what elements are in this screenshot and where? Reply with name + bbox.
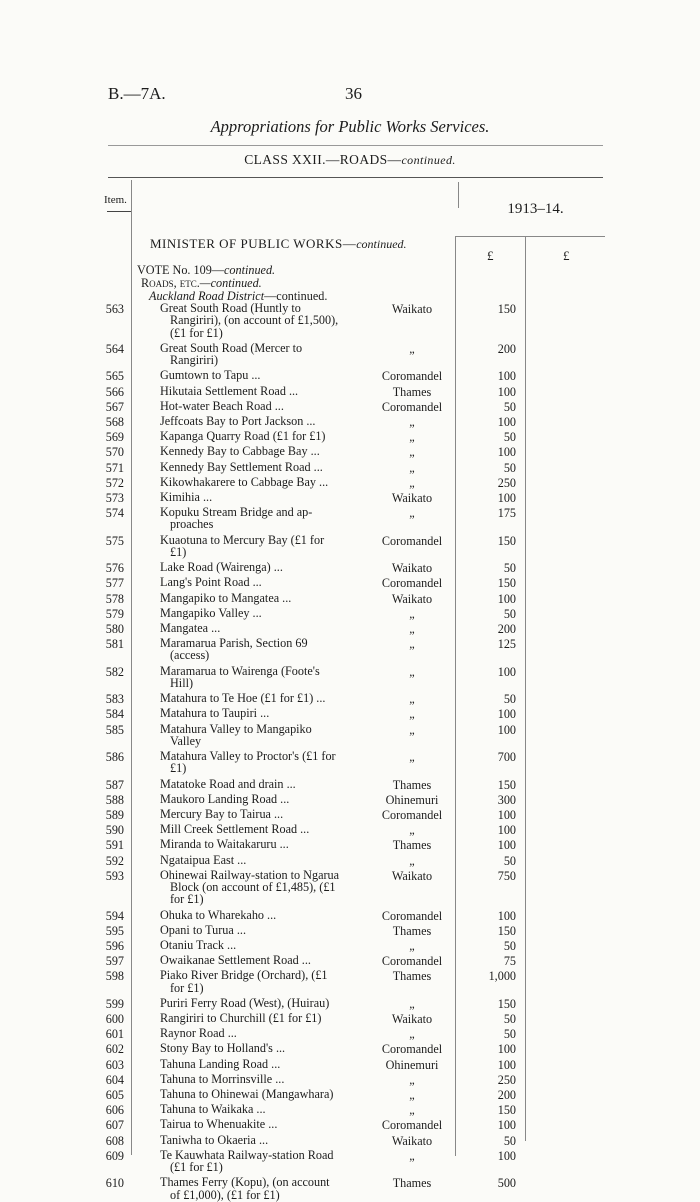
- item-number: 605: [105, 1088, 124, 1102]
- minister-heading: MINISTER OF PUBLIC WORKS—continued.: [150, 236, 407, 251]
- item-description-line: Tairua to Whenuakite ...: [160, 1117, 278, 1132]
- item-description: [160, 924, 368, 936]
- item-district: Coromandel: [381, 954, 443, 969]
- item-column-header: Item.: [104, 194, 127, 206]
- item-description: [160, 778, 368, 790]
- item-number: 600: [105, 1012, 124, 1026]
- item-number: 564: [105, 341, 124, 356]
- item-description: [160, 369, 368, 381]
- item-number: 574: [105, 506, 124, 521]
- item-amount: 100: [497, 1148, 516, 1163]
- item-number: 610: [105, 1176, 124, 1191]
- item-description-line: proaches: [170, 517, 214, 532]
- item-district: „: [409, 445, 415, 460]
- item-number: 594: [105, 908, 124, 923]
- item-description-line: (£1 for £1): [170, 325, 223, 340]
- item-description: [160, 869, 368, 906]
- item-amount: 150: [497, 302, 516, 316]
- vote-heading: VOTE No. 109—continued.: [137, 263, 276, 277]
- class-title: CLASS XXII.—ROADS—continued.: [244, 152, 456, 167]
- item-amount: 300: [497, 792, 516, 807]
- column-rule-year: [458, 182, 459, 208]
- item-number: 578: [105, 591, 124, 606]
- item-description-line: Valley: [170, 733, 202, 748]
- item-district: „: [409, 621, 415, 636]
- item-number: 580: [105, 621, 124, 636]
- item-district: „: [409, 664, 415, 679]
- item-description: [160, 1103, 368, 1115]
- item-district: „: [409, 722, 415, 737]
- item-description: [160, 506, 368, 531]
- item-district: „: [409, 1148, 415, 1163]
- item-amount: 100: [497, 490, 516, 505]
- item-district: Waikato: [391, 1133, 433, 1148]
- item-amount: 100: [497, 722, 516, 737]
- item-description-line: Tahuna to Morrinsville ...: [160, 1071, 285, 1086]
- item-description-line: Te Kauwhata Railway-station Road: [160, 1147, 334, 1162]
- item-amount: 100: [497, 1057, 516, 1072]
- item-description-line: Thames Ferry (Kopu), (on account: [160, 1175, 330, 1190]
- item-number: 602: [105, 1042, 124, 1057]
- item-district: Coromandel: [381, 807, 443, 822]
- item-number: 584: [105, 707, 124, 722]
- item-district: Coromandel: [381, 399, 443, 414]
- item-number: 598: [105, 969, 124, 984]
- item-description-line: Opani to Turua ...: [160, 922, 246, 937]
- item-number: 582: [105, 664, 124, 679]
- item-description-line: Owaikanae Settlement Road ...: [160, 953, 311, 968]
- item-description-line: Rangiriri): [170, 353, 219, 368]
- item-description-line: Kennedy Bay to Cabbage Bay ...: [160, 444, 320, 459]
- item-number: 599: [105, 996, 124, 1011]
- item-description: [160, 997, 368, 1009]
- item-number: 587: [105, 777, 124, 792]
- item-amount: 500: [497, 1176, 516, 1191]
- item-description: [160, 750, 368, 775]
- item-district: Waikato: [391, 1012, 433, 1026]
- item-description-line: Rangiriri to Churchill (£1 for £1): [160, 1011, 322, 1025]
- item-description-line: Ohuka to Wharekaho ...: [160, 907, 277, 922]
- item-amount: 100: [497, 369, 516, 384]
- header-rule: [108, 145, 603, 146]
- year-column-header: 1913–14.: [507, 201, 564, 217]
- item-description: [160, 607, 368, 619]
- item-amount: 50: [503, 460, 516, 475]
- item-amount: 100: [497, 445, 516, 460]
- item-number: 571: [105, 460, 124, 475]
- item-number: 596: [105, 938, 124, 953]
- item-description-line: Puriri Ferry Road (West), (Huirau): [160, 995, 330, 1010]
- item-district: Coromandel: [381, 533, 443, 548]
- item-amount: 100: [497, 707, 516, 722]
- item-district: Thames: [392, 838, 432, 853]
- item-description: [160, 576, 368, 588]
- item-number: 588: [105, 792, 124, 807]
- item-amount: 100: [497, 908, 516, 923]
- item-description: [160, 954, 368, 966]
- item-district: „: [409, 414, 415, 429]
- item-district: „: [409, 506, 415, 521]
- item-district: „: [409, 1072, 415, 1087]
- item-district: „: [409, 637, 415, 652]
- item-description-line: Gumtown to Tapu ...: [160, 368, 261, 383]
- item-amount: 50: [503, 399, 516, 414]
- item-number: 606: [105, 1103, 124, 1118]
- item-description: [160, 665, 368, 690]
- item-district: Thames: [392, 777, 432, 792]
- item-description-line: Miranda to Waitakaruru ...: [160, 837, 289, 852]
- item-description-line: Matatoke Road and drain ...: [160, 776, 296, 791]
- item-description-line: Matahura Valley to Mangapiko: [160, 721, 312, 736]
- item-description: [160, 939, 368, 951]
- item-number: 566: [105, 384, 124, 399]
- item-description-line: for £1): [170, 892, 204, 907]
- item-description-line: Maukoro Landing Road ...: [160, 791, 290, 806]
- district-heading: Auckland Road District—continued.: [149, 289, 328, 303]
- currency-label-1: £: [487, 248, 494, 263]
- item-number: 570: [105, 445, 124, 460]
- item-description: [160, 969, 368, 994]
- item-description-line: Tahuna to Waikaka ...: [160, 1102, 266, 1117]
- item-district: Coromandel: [381, 576, 443, 591]
- item-number: 585: [105, 722, 124, 737]
- item-number: 590: [105, 823, 124, 838]
- item-amount: 250: [497, 1072, 516, 1087]
- item-number: 589: [105, 807, 124, 822]
- item-amount: 100: [497, 664, 516, 679]
- item-number: 591: [105, 838, 124, 853]
- item-district: „: [409, 692, 415, 707]
- item-district: Waikato: [391, 302, 433, 316]
- item-description: [160, 823, 368, 835]
- item-description: [160, 622, 368, 634]
- item-district: „: [409, 430, 415, 445]
- item-description-line: Stony Bay to Holland's ...: [160, 1041, 286, 1056]
- item-amount: 100: [497, 823, 516, 838]
- item-description: [160, 707, 368, 719]
- item-district: Waikato: [391, 561, 433, 576]
- item-number: 592: [105, 853, 124, 868]
- item-description: [160, 1088, 368, 1100]
- item-district: Thames: [392, 923, 432, 938]
- item-number: 603: [105, 1057, 124, 1072]
- item-description: [160, 430, 368, 442]
- item-description: [160, 1134, 368, 1146]
- item-district: „: [409, 606, 415, 621]
- item-description-line: Kapanga Quarry Road (£1 for £1): [160, 429, 326, 444]
- item-description: [160, 534, 368, 559]
- item-description-line: Taniwha to Okaeria ...: [160, 1132, 269, 1147]
- item-amount: 150: [497, 923, 516, 938]
- item-district: Thames: [392, 384, 432, 399]
- item-district: „: [409, 823, 415, 838]
- item-description-line: Raynor Road ...: [160, 1026, 237, 1041]
- item-description-line: Mill Creek Settlement Road ...: [160, 822, 310, 837]
- item-amount: 100: [497, 591, 516, 606]
- item-amount: 50: [503, 1027, 516, 1042]
- item-description-line: Kopuku Stream Bridge and ap-: [160, 505, 313, 520]
- table-top-rule: [108, 177, 603, 178]
- item-description: [160, 692, 368, 704]
- item-description: [160, 476, 368, 488]
- item-description: [160, 808, 368, 820]
- item-description: [160, 1073, 368, 1085]
- item-district: Ohinemuri: [385, 792, 439, 807]
- item-description: [160, 838, 368, 850]
- item-description-line: Matahura to Te Hoe (£1 for £1) ...: [160, 691, 326, 706]
- item-description-line: (£1 for £1): [170, 1160, 223, 1175]
- column-rule-amount: [525, 236, 526, 1141]
- item-description: [160, 1058, 368, 1070]
- item-description: [160, 1118, 368, 1130]
- item-description-line: Maramarua to Wairenga (Foote's: [160, 663, 320, 678]
- item-amount: 150: [497, 533, 516, 548]
- item-district: „: [409, 1088, 415, 1102]
- item-amount: 50: [503, 430, 516, 445]
- item-description-line: Ngataipua East ...: [160, 852, 247, 867]
- item-district: „: [409, 996, 415, 1011]
- item-description: [160, 445, 368, 457]
- item-number: 573: [105, 490, 124, 505]
- item-number: 601: [105, 1027, 124, 1042]
- item-description: [160, 637, 368, 662]
- item-description-line: (access): [170, 648, 210, 663]
- item-district: Thames: [392, 1176, 432, 1191]
- item-description-line: Mercury Bay to Tairua ...: [160, 806, 284, 821]
- item-description: [160, 342, 368, 367]
- item-amount: 50: [503, 606, 516, 621]
- currency-label-2: £: [563, 248, 570, 263]
- item-amount: 100: [497, 807, 516, 822]
- item-description-line: Otaniu Track ...: [160, 937, 237, 952]
- item-description-line: Mangapiko Valley ...: [160, 605, 262, 620]
- item-district: Coromandel: [381, 1118, 443, 1133]
- item-amount: 50: [503, 1012, 516, 1026]
- item-description-line: £1): [170, 761, 187, 776]
- item-description-line: Great South Road (Mercer to: [160, 340, 303, 355]
- item-number: 583: [105, 692, 124, 707]
- page-title: Appropriations for Public Works Services.: [210, 117, 490, 136]
- item-amount: 200: [497, 621, 516, 636]
- item-number: 577: [105, 576, 124, 591]
- item-description-line: £1): [170, 544, 187, 559]
- page-number: 36: [345, 84, 362, 103]
- item-description: [160, 461, 368, 473]
- item-amount: 125: [497, 637, 516, 652]
- item-number: 567: [105, 399, 124, 414]
- item-description-line: Matahura Valley to Proctor's (£1 for: [160, 749, 336, 763]
- item-number: 565: [105, 369, 124, 384]
- item-number: 604: [105, 1072, 124, 1087]
- item-number: 595: [105, 923, 124, 938]
- item-description: [160, 723, 368, 748]
- item-amount: 100: [497, 838, 516, 853]
- item-district: „: [409, 1103, 415, 1118]
- item-amount: 150: [497, 1103, 516, 1118]
- item-amount: 100: [497, 414, 516, 429]
- item-number: 609: [105, 1148, 124, 1163]
- item-description-line: Hikutaia Settlement Road ...: [160, 383, 299, 398]
- item-amount: 50: [503, 561, 516, 576]
- item-description-line: Lang's Point Road ...: [160, 575, 262, 590]
- item-description-line: Block (on account of £1,485), (£1: [170, 879, 336, 894]
- item-description-line: of £1,000), (£1 for £1): [170, 1187, 280, 1202]
- item-district: „: [409, 460, 415, 475]
- item-amount: 750: [497, 868, 516, 883]
- item-description: [160, 1042, 368, 1054]
- item-amount: 175: [497, 506, 516, 521]
- item-number: 597: [105, 954, 124, 969]
- item-district: „: [409, 938, 415, 953]
- item-description: [160, 415, 368, 427]
- item-amount: 1,000: [488, 969, 516, 984]
- item-number: 568: [105, 414, 124, 429]
- item-description-line: Mangapiko to Mangatea ...: [160, 590, 292, 605]
- item-description-line: Rangiriri), (on account of £1,500),: [170, 313, 339, 328]
- item-amount: 250: [497, 475, 516, 490]
- item-district: „: [409, 707, 415, 722]
- item-description: [160, 1149, 368, 1174]
- item-description-line: Matahura to Taupiri ...: [160, 706, 270, 721]
- item-district: „: [409, 475, 415, 490]
- item-number: 607: [105, 1118, 124, 1133]
- item-description-line: Tahuna Landing Road ...: [160, 1056, 281, 1071]
- item-district: Coromandel: [381, 908, 443, 923]
- column-rule-district: [455, 236, 456, 1156]
- item-description-line: Lake Road (Wairenga) ...: [160, 560, 283, 575]
- item-description-line: Kikowhakarere to Cabbage Bay ...: [160, 474, 329, 489]
- item-description: [160, 1012, 368, 1024]
- item-number: 576: [105, 561, 124, 576]
- item-description-line: Kennedy Bay Settlement Road ...: [160, 459, 323, 474]
- item-amount: 200: [497, 1088, 516, 1102]
- item-description: [160, 400, 368, 412]
- item-description: [160, 793, 368, 805]
- item-number: 593: [105, 868, 124, 883]
- item-district: „: [409, 1027, 415, 1042]
- column-rule-item: [131, 180, 132, 1155]
- item-description: [160, 491, 368, 503]
- item-description-line: Maramarua Parish, Section 69: [160, 636, 308, 651]
- item-number: 569: [105, 430, 124, 445]
- item-number: 586: [105, 750, 124, 764]
- item-description-line: Tahuna to Ohinewai (Mangawhara): [160, 1087, 334, 1101]
- item-description-line: for £1): [170, 980, 204, 995]
- item-number: 581: [105, 637, 124, 652]
- item-number: 575: [105, 533, 124, 548]
- item-district: „: [409, 750, 415, 764]
- item-amount: 50: [503, 853, 516, 868]
- year-header-rule: [455, 236, 605, 237]
- item-district: Waikato: [391, 868, 433, 883]
- item-amount: 100: [497, 1042, 516, 1057]
- item-amount: 150: [497, 777, 516, 792]
- item-number: 608: [105, 1133, 124, 1148]
- item-district: „: [409, 853, 415, 868]
- item-description-line: Mangatea ...: [160, 620, 221, 635]
- item-description-line: Jeffcoats Bay to Port Jackson ...: [160, 413, 316, 428]
- item-description: [160, 385, 368, 397]
- item-amount: 200: [497, 341, 516, 356]
- item-description-line: Great South Road (Huntly to: [160, 301, 301, 315]
- item-amount: 50: [503, 1133, 516, 1148]
- item-amount: 150: [497, 996, 516, 1011]
- item-header-rule: [107, 211, 131, 212]
- item-description: [160, 1027, 368, 1039]
- item-district: „: [409, 341, 415, 356]
- item-number: 563: [105, 302, 124, 316]
- item-amount: 100: [497, 384, 516, 399]
- item-description: [160, 561, 368, 573]
- item-district: Thames: [392, 969, 432, 984]
- item-district: Coromandel: [381, 1042, 443, 1057]
- item-description-line: Kimihia ...: [160, 489, 213, 504]
- item-description: [160, 854, 368, 866]
- item-description: [160, 909, 368, 921]
- item-amount: 75: [503, 954, 516, 969]
- page-reference: B.—7A.: [108, 84, 166, 103]
- item-number: 579: [105, 606, 124, 621]
- item-district: Waikato: [391, 490, 433, 505]
- item-amount: 100: [497, 1118, 516, 1133]
- roads-heading: Roads, etc.—continued.: [141, 276, 262, 290]
- item-number: 572: [105, 475, 124, 490]
- item-description-line: Hot-water Beach Road ...: [160, 398, 284, 413]
- item-district: Ohinemuri: [385, 1057, 439, 1072]
- item-district: Waikato: [391, 591, 433, 606]
- item-description: [160, 302, 368, 339]
- item-description-line: Ohinewai Railway-station to Ngarua: [160, 867, 340, 882]
- item-description: [160, 592, 368, 604]
- item-amount: 50: [503, 692, 516, 707]
- item-district: Coromandel: [381, 369, 443, 384]
- item-description-line: Piako River Bridge (Orchard), (£1: [160, 968, 328, 983]
- item-amount: 50: [503, 938, 516, 953]
- item-description-line: Hill): [170, 675, 194, 690]
- item-description-line: Kuaotuna to Mercury Bay (£1 for: [160, 532, 325, 547]
- item-amount: 150: [497, 576, 516, 591]
- item-amount: 700: [497, 750, 516, 764]
